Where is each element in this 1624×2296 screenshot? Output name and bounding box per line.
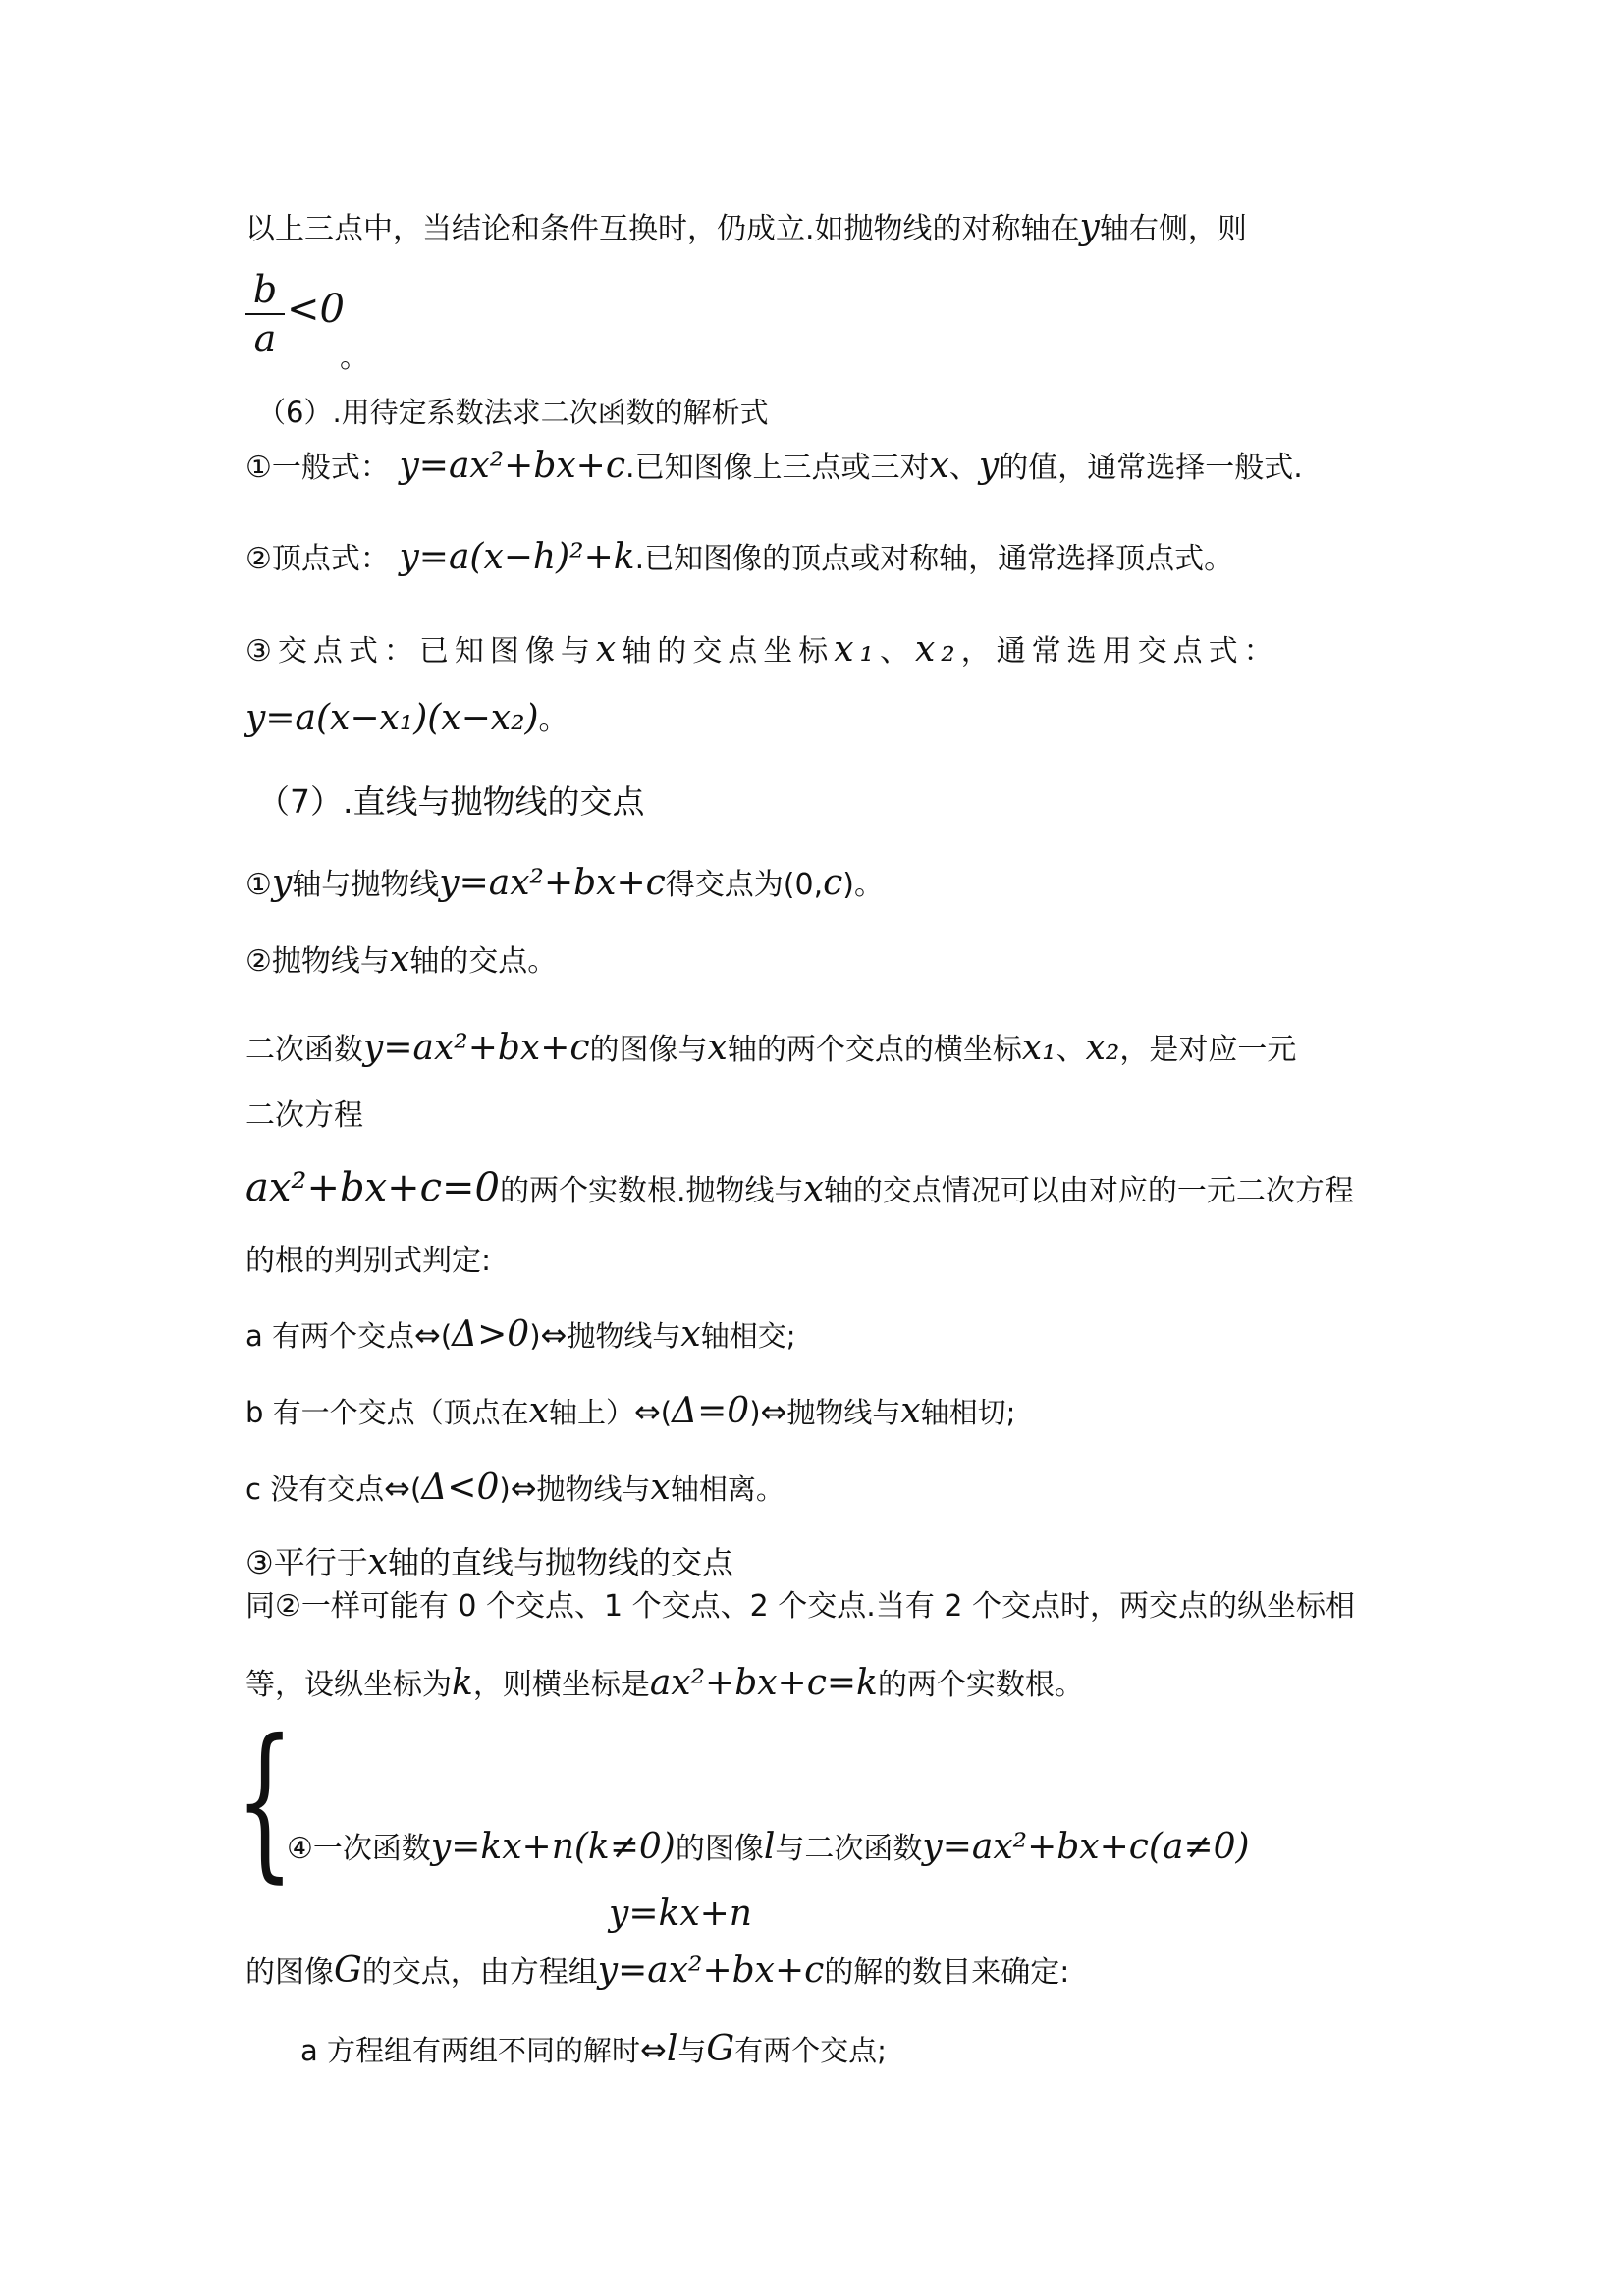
text: .已知图像上三点或三对 <box>625 451 930 485</box>
quadratic-roots-paragraph-cont <box>245 1096 363 1136</box>
system-paragraph <box>245 1951 1069 1993</box>
text: ①一般式： <box>245 451 390 485</box>
iff-symbol: ⇔ <box>633 1393 661 1430</box>
math-var: y <box>1079 207 1100 247</box>
math-condition: Δ<0 <box>421 1468 500 1508</box>
text: ③平行于 <box>245 1544 368 1581</box>
text: 的解的数目来确定: <box>824 1955 1070 1990</box>
parallel-line-paragraph <box>245 1587 1355 1627</box>
fraction-relation <box>287 287 345 333</box>
text: ②抛物线与 <box>245 944 390 979</box>
math-formula: ax²+bx+c=0 <box>245 1165 501 1210</box>
math-formula: y=ax²+bx+c <box>597 1950 825 1991</box>
math-formula: y=ax²+bx+c <box>439 863 666 903</box>
intercept-form-formula <box>245 699 568 740</box>
math-formula: y=ax²+bx+c <box>363 1028 590 1068</box>
text: ) <box>499 1472 511 1506</box>
text: 同②一样可能有 0 个交点、1 个交点、2 个交点.当有 2 个交点时，两交点的纵坐标相 <box>245 1589 1355 1624</box>
math-condition: Δ=0 <box>672 1391 750 1431</box>
math-var: x <box>528 1391 549 1431</box>
text: 。 <box>340 341 369 375</box>
math-var: G <box>706 2029 735 2069</box>
math-var: x <box>595 629 623 669</box>
vertex-form-line <box>245 538 1233 579</box>
text: 的根的判别式判定: <box>245 1244 492 1278</box>
iff-symbol: ⇔ <box>640 2031 667 2068</box>
text: 轴相切; <box>920 1396 1016 1429</box>
text: 、 <box>948 451 979 485</box>
text: ③交点式：已知图像与 <box>245 634 596 668</box>
text: 的图像 <box>245 1955 334 1990</box>
text: 抛物线与 <box>786 1396 901 1429</box>
text: ) <box>529 1319 541 1353</box>
text: 轴的两个交点的横坐标 <box>727 1033 1022 1067</box>
fraction-b-over-a <box>245 268 285 360</box>
case-a-line <box>245 1315 795 1356</box>
math-var: x <box>680 1314 701 1355</box>
discriminant-paragraph-cont <box>245 1242 491 1281</box>
text: 轴的直线与抛物线的交点 <box>388 1544 734 1581</box>
math-var: x <box>900 1391 921 1431</box>
text: 的图像与 <box>589 1033 708 1067</box>
math-formula: ax²+bx+c=k <box>649 1663 878 1703</box>
math-var: l <box>666 2029 678 2069</box>
text: 的值，通常选择一般式. <box>999 451 1303 485</box>
text: 的图像 <box>675 1832 764 1866</box>
iff-symbol: ⇔ <box>510 1469 537 1507</box>
text: ( <box>409 1472 422 1506</box>
math-var: x <box>929 446 949 486</box>
math-var: x₂ <box>1085 1028 1120 1068</box>
case-b-line <box>245 1392 1015 1432</box>
text: ②顶点式： <box>245 542 390 576</box>
text: ，则横坐标是 <box>472 1668 650 1702</box>
two-solutions-line <box>300 2030 887 2070</box>
math-var: x <box>389 939 410 980</box>
math-var: x <box>707 1028 728 1068</box>
general-form-line <box>245 447 1303 488</box>
text: ( <box>660 1396 673 1429</box>
text: 轴相交; <box>700 1319 796 1353</box>
math-formula: y=kx+n <box>609 1894 752 1934</box>
text: 抛物线与 <box>567 1319 681 1353</box>
text: .已知图像的顶点或对称轴，通常选择顶点式。 <box>634 542 1234 576</box>
text: 、 <box>1056 1033 1086 1067</box>
math-var: y <box>978 446 1000 486</box>
section-6-title <box>257 393 769 432</box>
text: （6）.用待定系数法求二次函数的解析式 <box>257 396 769 429</box>
text: 、 <box>879 634 915 668</box>
text: a 有两个交点 <box>245 1319 414 1353</box>
text: 轴的交点。 <box>409 944 558 979</box>
text: 轴的交点情况可以由对应的一元二次方程 <box>823 1174 1354 1208</box>
quadratic-roots-paragraph <box>245 1029 1296 1070</box>
math-var: x <box>650 1468 671 1508</box>
math-formula: y=ax²+bx+c <box>399 446 625 486</box>
math-condition: Δ>0 <box>452 1314 530 1355</box>
math-var: x <box>803 1169 824 1209</box>
fraction-numerator: b <box>252 268 278 311</box>
text: 的两个实数根。 <box>877 1668 1084 1702</box>
math-var: G <box>334 1950 362 1991</box>
parallel-line-paragraph-cont <box>245 1664 1084 1705</box>
discriminant-paragraph <box>245 1165 1354 1211</box>
text: ，通常选用交点式： <box>960 634 1279 668</box>
text: ) <box>749 1396 761 1429</box>
paragraph-symmetry-axis <box>245 208 1247 249</box>
iff-symbol: ⇔ <box>414 1316 441 1354</box>
iff-symbol: ⇔ <box>760 1393 787 1430</box>
equation-system-brace: { <box>236 1704 295 1898</box>
system-equation-1 <box>609 1895 752 1936</box>
iff-symbol: ⇔ <box>384 1469 410 1507</box>
linear-quadratic-heading <box>287 1828 1250 1869</box>
fraction-end-mark <box>340 339 369 378</box>
text: 轴上） <box>548 1396 634 1429</box>
math-var: y <box>271 863 293 903</box>
fraction-denominator: a <box>253 317 277 360</box>
text: 以上三点中，当结论和条件互换时，仍成立.如抛物线的对称轴在 <box>245 212 1080 246</box>
text: ④一次函数 <box>287 1832 431 1866</box>
text: 二次方程 <box>245 1098 363 1133</box>
math-var: x₁ <box>1021 1028 1056 1068</box>
text: ，是对应一元 <box>1119 1033 1297 1067</box>
parallel-line-heading <box>245 1543 733 1582</box>
x-axis-intersection-heading <box>245 940 557 982</box>
math-var: c <box>823 863 843 903</box>
text: 与二次函数 <box>775 1832 923 1866</box>
text: 。 <box>538 703 568 737</box>
text: 有两个交点; <box>734 2034 887 2067</box>
math-var: x₂ <box>914 629 961 669</box>
text: c 没有交点 <box>245 1472 385 1506</box>
math-formula: y=a(x−x₁)(x−x₂) <box>245 698 539 738</box>
text: ( <box>440 1319 453 1353</box>
text: a 方程组有两组不同的解时 <box>300 2034 640 2067</box>
text: 轴与抛物线 <box>292 868 440 902</box>
section-7-title <box>257 782 645 822</box>
iff-symbol: ⇔ <box>540 1316 568 1354</box>
text: 二次函数 <box>245 1033 363 1067</box>
math-relation: <0 <box>287 287 345 332</box>
math-var: k <box>452 1663 473 1703</box>
fraction-bar <box>245 313 285 315</box>
text: b 有一个交点（顶点在 <box>245 1396 529 1429</box>
text: 等，设纵坐标为 <box>245 1668 452 1702</box>
text: 轴相离。 <box>670 1472 785 1506</box>
math-formula: y=a(x−h)²+k <box>399 537 635 577</box>
text: 的两个实数根.抛物线与 <box>500 1174 804 1208</box>
text: 的交点，由方程组 <box>361 1955 598 1990</box>
text: （7）.直线与抛物线的交点 <box>257 782 645 821</box>
intercept-form-line <box>245 630 1279 671</box>
text: ① <box>245 868 272 902</box>
math-formula: y=ax²+bx+c(a≠0) <box>922 1827 1250 1867</box>
text: )。 <box>842 868 885 902</box>
case-c-line <box>245 1468 785 1509</box>
text: 得交点为(0, <box>665 868 824 902</box>
y-axis-intersection-line <box>245 864 884 905</box>
text: 抛物线与 <box>536 1472 651 1506</box>
math-formula: y=kx+n(k≠0) <box>430 1827 676 1867</box>
text: 轴右侧，则 <box>1099 212 1247 246</box>
text: 轴的交点坐标 <box>622 634 835 668</box>
math-var: l <box>763 1827 776 1867</box>
math-var: x <box>367 1542 389 1582</box>
math-var: x₁ <box>834 629 880 669</box>
text: 与 <box>677 2034 707 2067</box>
